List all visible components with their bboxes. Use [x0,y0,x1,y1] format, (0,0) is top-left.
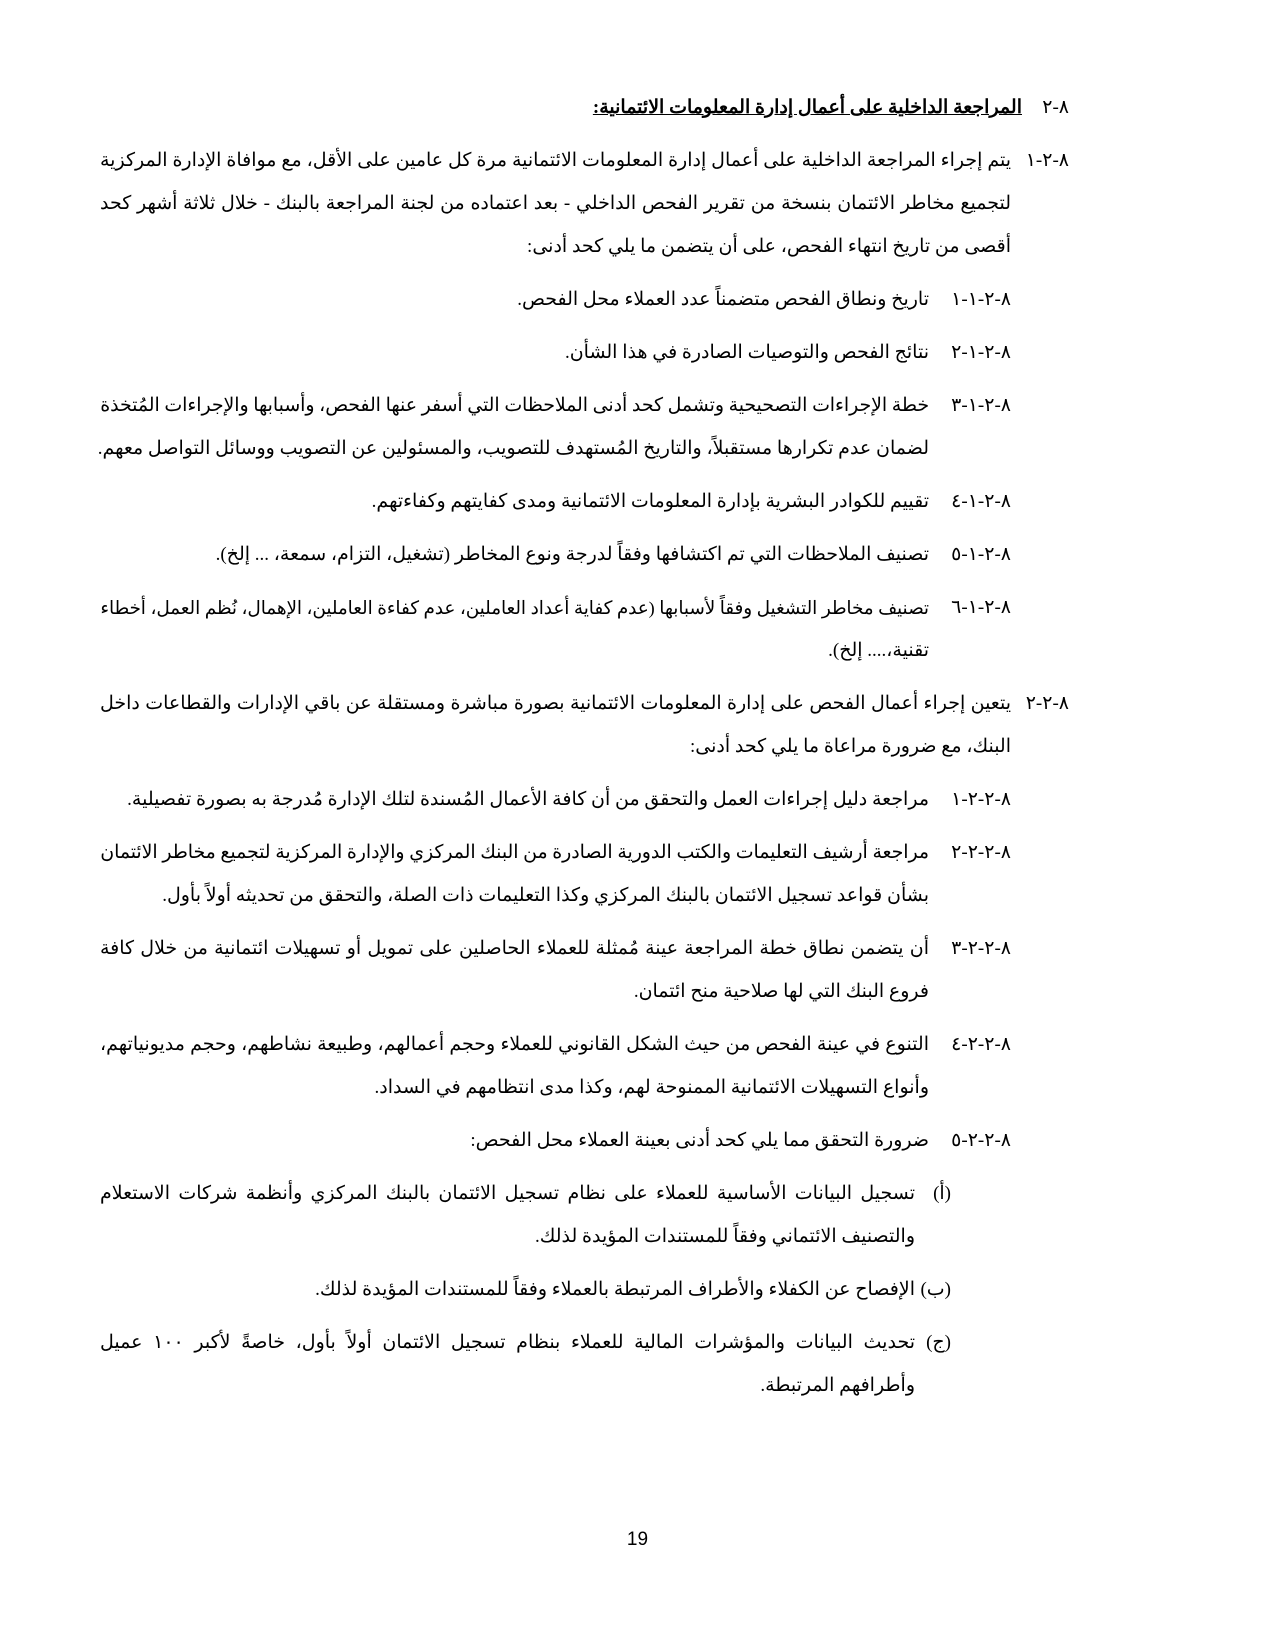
paragraph-line: تحديث البيانات والمؤشرات المالية للعملاء بنظام تسجيل الائتمان أولاً بأول، خاصةً لأكبر ١٠٠ عميل [100,1332,915,1353]
paragraph-line: ضرورة التحقق مما يلي كحد أدنى بعينة العملاء محل الفحص: [470,1130,929,1151]
paragraph-number: ٨-٢-٢-٢ [951,842,1011,863]
paragraph-number: ٨-٢-٢-٣ [951,938,1011,959]
paragraph-number: ٨-٢-١-٢ [951,342,1011,363]
paragraph-number: ٨-٢-٢-٥ [951,1130,1011,1151]
paragraph-number: ٨-٢-١-٥ [951,544,1011,565]
paragraph-line: أقصى من تاريخ انتهاء الفحص، على أن يتضمن ما يلي كحد أدنى: [527,236,1011,257]
page-number: 19 [626,1529,649,1550]
paragraph-line: لتجميع مخاطر الائتمان بنسخة من تقرير الفحص الداخلي - بعد اعتماده من لجنة المراجعة بالبنك - خلال ثلاثة أشهر كحد [100,193,1011,214]
paragraph-line: يتم إجراء المراجعة الداخلية على أعمال إدارة المعلومات الائتمانية مرة كل عامين على الأقل، مع موافاة الإدارة المركزية [100,150,1011,171]
paragraph-line: البنك، مع ضرورة مراعاة ما يلي كحد أدنى: [690,736,1011,757]
paragraph-line: تقييم للكوادر البشرية بإدارة المعلومات الائتمانية ومدى كفايتهم وكفاءتهم. [371,491,929,512]
paragraph-line: خطة الإجراءات التصحيحية وتشمل كحد أدنى الملاحظات التي أسفر عنها الفحص، وأسبابها والإجراءات المُتخذة [100,395,929,416]
paragraph-line: التنوع في عينة الفحص من حيث الشكل القانوني للعملاء وحجم أعمالهم، وطبيعة نشاطهم، وحجم مديونياتهم، [100,1034,929,1055]
paragraph-line: بشأن قواعد تسجيل الائتمان بالبنك المركزي وكذا التعليمات ذات الصلة، والتحقق من تحديثه أولاً بأول. [162,885,929,906]
list-item-marker: (أ) [933,1183,951,1204]
paragraph-number: ٨-٢-٢ [1025,693,1069,714]
paragraph-line: الإفصاح عن الكفلاء والأطراف المرتبطة بالعملاء وفقاً للمستندات المؤيدة لذلك. [315,1279,915,1300]
paragraph-line: نتائج الفحص والتوصيات الصادرة في هذا الشأن. [564,342,929,363]
paragraph-number: ٨-٢-١-١ [951,289,1011,310]
section-title: المراجعة الداخلية على أعمال إدارة المعلومات الائتمانية: [592,97,1022,118]
section-number: ٨-٢ [1042,97,1069,118]
paragraph-line: تصنيف الملاحظات التي تم اكتشافها وفقاً لدرجة ونوع المخاطر (تشغيل، التزام، سمعة، ... إلخ). [215,544,929,565]
paragraph-line: أن يتضمن نطاق خطة المراجعة عينة مُمثلة للعملاء الحاصلين على تمويل أو تسهيلات ائتمانية من خلال كافة [100,938,929,959]
list-item-marker: (ج) [926,1332,951,1353]
paragraph-line: لضمان عدم تكرارها مستقبلاً، والتاريخ المُستهدف للتصويب، والمسئولين عن التصويب ووسائل التواصل معهم. [97,438,929,459]
paragraph-number: ٨-٢-٢-٤ [951,1034,1011,1055]
paragraph-line: وأنواع التسهيلات الائتمانية الممنوحة لهم، وكذا مدى انتظامهم في السداد. [374,1077,929,1098]
paragraph-number: ٨-٢-١ [1025,150,1069,171]
paragraph-line: تسجيل البيانات الأساسية للعملاء على نظام تسجيل الائتمان بالبنك المركزي وأنظمة شركات الاستعلام [100,1183,915,1204]
paragraph-line: تصنيف مخاطر التشغيل وفقاً لأسبابها (عدم كفاية أعداد العاملين، عدم كفاءة العاملين، الإهمال، نُظم العمل، أخطاء [100,598,929,618]
paragraph-number: ٨-٢-١-٤ [951,491,1011,512]
paragraph-line: تقنية،.... إلخ). [828,640,929,661]
paragraph-line: فروع البنك التي لها صلاحية منح ائتمان. [633,981,929,1002]
paragraph-line: مراجعة دليل إجراءات العمل والتحقق من أن كافة الأعمال المُسندة لتلك الإدارة مُدرجة به بصورة تفصيلية. [127,789,929,810]
paragraph-line: والتصنيف الائتماني وفقاً للمستندات المؤيدة لذلك. [534,1226,915,1247]
paragraph-line: وأطرافهم المرتبطة. [760,1375,915,1396]
paragraph-number: ٨-٢-١-٣ [951,395,1011,416]
paragraph-line: يتعين إجراء أعمال الفحص على إدارة المعلومات الائتمانية بصورة مباشرة ومستقلة عن باقي الإدارات والقطاعات داخل [100,693,1011,714]
paragraph-line: مراجعة أرشيف التعليمات والكتب الدورية الصادرة من البنك المركزي والإدارة المركزية لتجميع مخاطر الائتمان [100,842,929,863]
paragraph-number: ٨-٢-١-٦ [951,597,1011,618]
list-item-marker: (ب) [920,1279,951,1300]
paragraph-line: تاريخ ونطاق الفحص متضمناً عدد العملاء محل الفحص. [517,289,929,310]
paragraph-number: ٨-٢-٢-١ [951,789,1011,810]
